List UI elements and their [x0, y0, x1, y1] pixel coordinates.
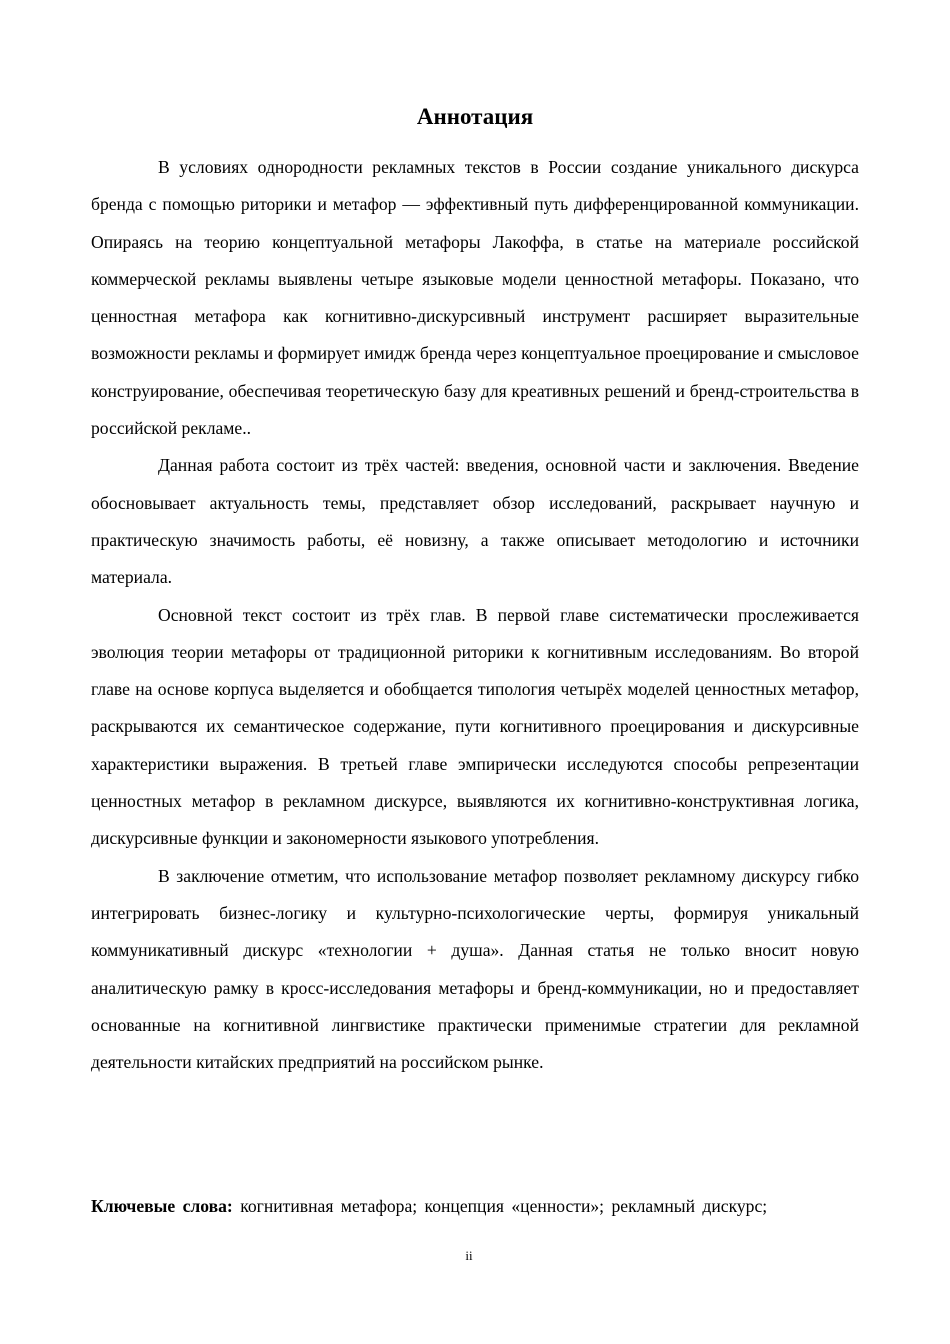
- paragraph-3: Основной текст состоит из трёх глав. В первой главе систематически прослеживается эволюция теории метафоры от традиционной риторики к когнитивным исследованиям. Во второй главе на основе корпуса выделяется и обобщается типология четырёх моделей ценностных метафор, раскрываются их семантическое содержание, пути когнитивного проецирования и дискурсивные характеристики выражения. В третьей главе эмпирически исследуются способы репрезентации ценностных метафор в рекламном дискурсе, выявляются их когнитивно-конструктивная логика, дискурсивные функции и закономерности языкового употребления.: [91, 604, 859, 849]
- page-number: ii: [465, 1248, 473, 1263]
- abstract-body: [91, 149, 859, 1081]
- paragraph-4: В заключение отметим, что использование метафор позволяет рекламному дискурсу гибко интегрировать бизнес-логику и культурно-психологические черты, формируя уникальный коммуникативный дискурс «технологии + душа». Данная статья не только вносит новую аналитическую рамку в кросс-исследования метафоры и бренд-коммуникации, но и предоставляет основанные на когнитивной лингвистике практически применимые стратегии для рекламной деятельности китайских предприятий на российском рынке.: [91, 865, 859, 1073]
- page-title: Аннотация: [416, 104, 534, 129]
- keywords-label: Ключевые слова:: [91, 1196, 233, 1216]
- paragraph-2: Данная работа состоит из трёх частей: введения, основной части и заключения. Введение обосновывает актуальность темы, представляет обзор исследований, раскрывает научную и практическую значимость работы, её новизну, а также описывает методологию и источники материала.: [91, 455, 859, 588]
- keywords-line: [91, 1191, 859, 1221]
- paragraph-1: В условиях однородности рекламных текстов в России создание уникального дискурса бренда с помощью риторики и метафор — эффективный путь дифференцированной коммуникации. Опираясь на теорию концептуальной метафоры Лакоффа, в статье на материале российской коммерческой рекламы выявлены четыре языковые модели ценностной метафоры. Показано, что ценностная метафора как когнитивно-дискурсивный инструмент расширяет выразительные возможности рекламы и формирует имидж бренда через концептуальное проецирование и смысловое конструирование, обеспечивая теоретическую базу для креативных решений и бренд-строительства в российской рекламе..: [91, 157, 859, 439]
- keywords-text: когнитивная метафора; концепция «ценности»; рекламный дискурс;: [240, 1196, 768, 1216]
